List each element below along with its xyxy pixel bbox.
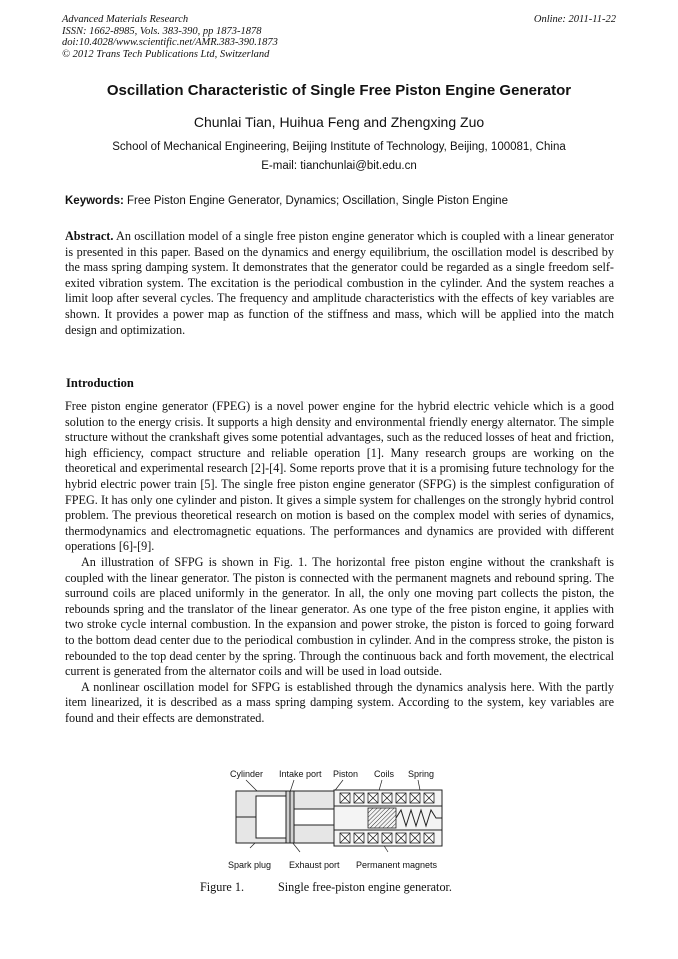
abstract bbox=[65, 229, 614, 338]
permanent-magnets-shape bbox=[368, 808, 396, 828]
figure-1-caption bbox=[200, 880, 452, 895]
introduction-heading: Introduction bbox=[66, 376, 134, 390]
label-piston: Piston bbox=[333, 769, 359, 779]
caption-text: Single free-piston engine generator. bbox=[278, 880, 452, 894]
journal-header bbox=[62, 14, 278, 60]
abstract-text: An oscillation model of a single free piston engine generator which is coupled with a linear generator is presented in this paper. Based on the dynamics and energy equilibrium, the oscillation model is described by the mass spring damping system. It demonstrates that the generator could be regarded as a single freedom self-exited vibration system. The excitation is the periodical combustion in the cylinder. And the system reaches a limit loop after several cycles. The frequency and amplitude characteristics with the effects of key variables are shown. It provides a power map as function of the stiffness and mass, which will be applied into the match design and optimization. bbox=[65, 229, 614, 337]
label-permanent-magnets: Permanent magnets bbox=[356, 860, 438, 870]
label-cylinder: Cylinder bbox=[230, 769, 264, 779]
label-spring: Spring bbox=[408, 769, 435, 779]
online-date: Online: 2011-11-22 bbox=[533, 14, 616, 25]
figure-1-diagram bbox=[228, 766, 448, 874]
intro-paragraph-1: Free piston engine generator (FPEG) is a novel power engine for the hybrid electric vehicle which is a good solution to the energy crisis. It supports a high density and environmental friendly energy alternator. The simple structure without the crankshaft gives some potential advantages, such as the reduced losses of heat and friction, high efficiency, compact structure and reliable operation [1]. Many research groups are working on the theoretical and experimental research [2]-[4]. Some reports prove that it is a promising future technology for the hybrid electric power train [5]. The single free piston engine generator (SFPG) is the simplest configuration of FPEG. It has only one cylinder and piston. It gives a simple system for challenges on the strongly hybrid control problem. The previous theoretical research on motion is based on the complex model with series of dynamics, thermodynamics and electromagnetic equations. The performances and dynamics are provided with different operations [6]-[9]. bbox=[65, 399, 614, 554]
author-email: E-mail: tianchunlai@bit.edu.cn bbox=[261, 160, 417, 172]
keywords-label: Keywords: bbox=[65, 195, 124, 207]
intro-paragraph-3: A nonlinear oscillation model for SFPG is established through the dynamics analysis here. With the partly item linearized, it is described as a mass spring damping system. According to the system, key variables are found and their effects are demonstrated. bbox=[65, 679, 614, 725]
abstract-label: Abstract. bbox=[65, 229, 114, 243]
piston-rod bbox=[294, 809, 338, 825]
label-intake-port: Intake port bbox=[279, 769, 322, 779]
affiliation-block bbox=[40, 138, 638, 176]
keywords-text: Free Piston Engine Generator, Dynamics; Oscillation, Single Piston Engine bbox=[127, 195, 508, 207]
paper-title: Oscillation Characteristic of Single Free Piston Engine Generator bbox=[106, 82, 572, 99]
label-coils: Coils bbox=[374, 769, 395, 779]
introduction-body bbox=[65, 399, 614, 726]
paper-authors: Chunlai Tian, Huihua Feng and Zhengxing Zuo bbox=[193, 114, 485, 130]
intro-paragraph-2: An illustration of SFPG is shown in Fig. 1. The horizontal free piston engine without the crankshaft is coupled with the linear generator. The piston is connected with the permanent magnets and rebound spring. The surround coils are placed uniformly in the generator. In all, the only one moving part collects the piston, the rebounds spring and the translator of the linear generator. As one type of the free piston engine, it applies with two stroke cycle internal combustion. In the expansion and power stroke, the piston is forced to going forward to the bottom dead center due to the periodical combustion in cylinder. And in the compress stroke, the piston is rebounded to the top dead center by the spring. Through the continuous back and forth movement, the electrical current is generated from the alternator coils and will be used in load outside. bbox=[65, 554, 614, 679]
journal-issn: ISSN: 1662-8985, Vols. 383-390, pp 1873-1878 bbox=[62, 25, 262, 37]
label-exhaust-port: Exhaust port bbox=[289, 860, 340, 870]
affiliation: School of Mechanical Engineering, Beijing Institute of Technology, Beijing, 100081, China bbox=[112, 141, 566, 153]
journal-doi: doi:10.4028/www.scientific.net/AMR.383-390.1873 bbox=[62, 37, 278, 48]
journal-copyright: © 2012 Trans Tech Publications Ltd, Switzerland bbox=[62, 48, 270, 60]
keywords bbox=[65, 195, 615, 207]
journal-name: Advanced Materials Research bbox=[62, 14, 189, 25]
coils-top bbox=[340, 793, 434, 803]
caption-number: Figure 1. bbox=[200, 880, 245, 894]
coils-bottom bbox=[340, 833, 434, 843]
label-spark-plug: Spark plug bbox=[228, 860, 272, 870]
